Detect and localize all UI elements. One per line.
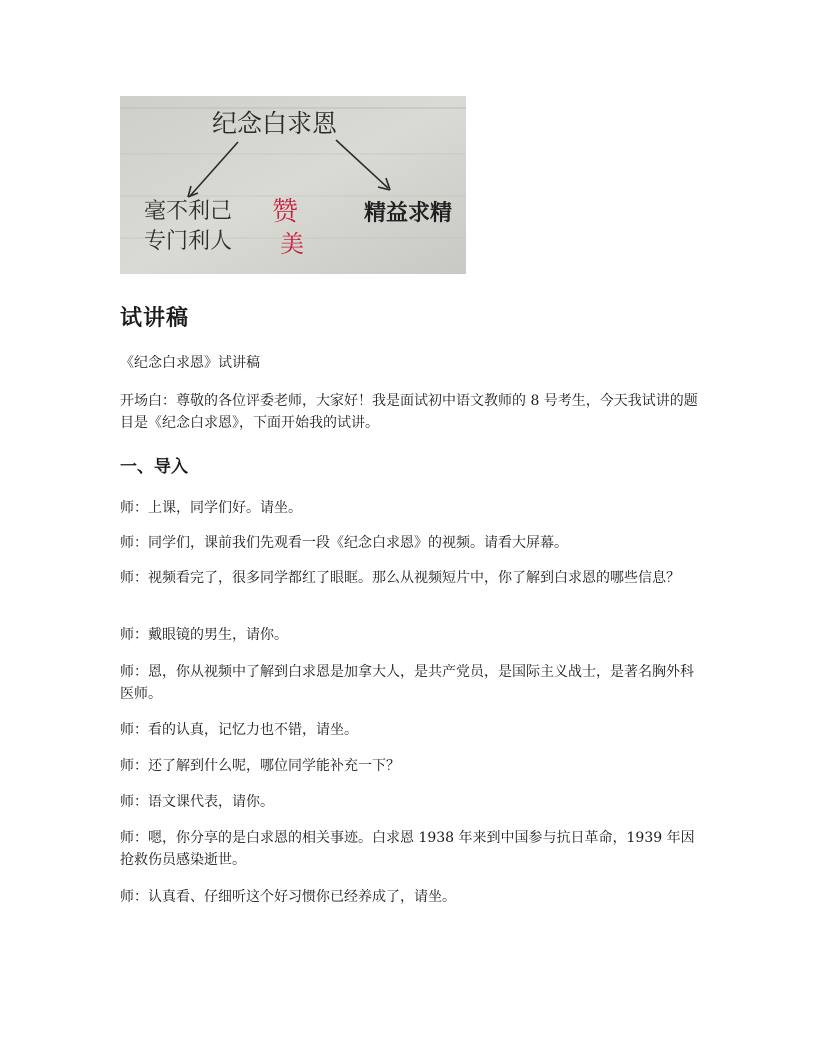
figure-left-line2: 专门利人	[144, 229, 233, 254]
dialogue-line: 师：看的认真，记忆力也不错，请坐。	[120, 722, 358, 738]
page-title: 试讲稿	[120, 306, 190, 331]
section-heading: 一、导入	[120, 457, 188, 477]
photo-illustration	[120, 96, 466, 274]
dialogue-line: 师：还了解到什么呢，哪位同学能补充一下？	[120, 758, 400, 774]
dialogue-line: 师：语文课代表，请你。	[120, 794, 274, 810]
figure-title: 纪念白求恩	[212, 109, 338, 138]
figure-left-line1: 毫不利己	[144, 199, 233, 224]
dialogue-line: 师：认真看、仔细听这个好习惯你已经养成了，请坐。	[120, 889, 456, 905]
dialogue-line: 师：戴眼镜的男生，请你。	[120, 627, 288, 643]
figure-mid-line1: 赞	[272, 197, 299, 227]
dialogue-line: 师：嗯，你分享的是白求恩的相关事迹。白求恩 1938 年来到中国参与抗日革命，1939 年因抢救伤员感染逝世。	[120, 830, 695, 868]
dialogue-line: 师：视频看完了，很多同学都红了眼眶。那么从视频短片中，你了解到白求恩的哪些信息？	[120, 570, 680, 586]
doc-subtitle: 《纪念白求恩》试讲稿	[120, 355, 260, 371]
figure-mid-line2: 美	[280, 230, 304, 258]
figure-right-text: 精益求精	[364, 200, 453, 226]
document-page	[120, 96, 700, 905]
handwritten-photo	[120, 96, 466, 274]
opening-paragraph: 开场白：尊敬的各位评委老师，大家好！我是面试初中语文教师的 8 号考生，今天我试讲的题目是《纪念白求恩》，下面开始我的试讲。	[120, 393, 698, 431]
dialogue-line: 师：恩，你从视频中了解到白求恩是加拿大人，是共产党员，是国际主义战士，是著名胸外科医师。	[120, 664, 694, 702]
dialogue-line: 师：上课，同学们好。请坐。	[120, 500, 302, 516]
dialogue-line: 师：同学们，课前我们先观看一段《纪念白求恩》的视频。请看大屏幕。	[120, 535, 568, 551]
